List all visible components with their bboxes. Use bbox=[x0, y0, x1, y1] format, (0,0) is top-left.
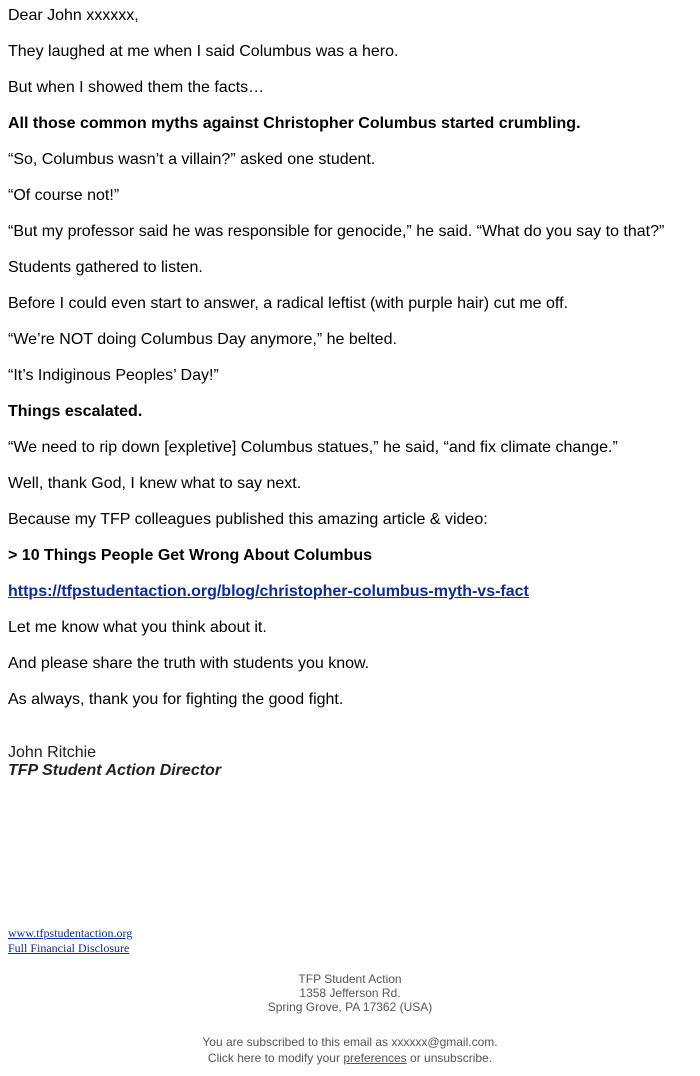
paragraph-4: “So, Columbus wasn’t a villain?” asked one student. bbox=[8, 151, 376, 168]
signature bbox=[8, 744, 221, 780]
greeting: Dear John xxxxxx, bbox=[8, 7, 139, 24]
article-link[interactable]: https://tfpstudentaction.org/blog/christopher-columbus-myth-vs-fact bbox=[8, 583, 529, 600]
paragraph-14: Because my TFP colleagues published this amazing article & video: bbox=[8, 511, 488, 528]
paragraph-10: “It’s Indiginous Peoples’ Day!” bbox=[8, 367, 219, 384]
paragraph-2: But when I showed them the facts… bbox=[8, 79, 265, 96]
paragraph-1: They laughed at me when I said Columbus was a hero. bbox=[8, 43, 399, 60]
paragraph-9: “We’re NOT doing Columbus Day anymore,” he belted. bbox=[8, 331, 397, 348]
article-heading: > 10 Things People Get Wrong About Columbus bbox=[8, 547, 373, 564]
paragraph-13: Well, thank God, I knew what to say next. bbox=[8, 475, 302, 492]
paragraph-16: Let me know what you think about it. bbox=[8, 619, 267, 636]
paragraph-3-bold: All those common myths against Christopher Columbus started crumbling. bbox=[8, 115, 581, 132]
modify-line bbox=[0, 1050, 700, 1066]
paragraph-12: “We need to rip down [expletive] Columbus statues,” he said, “and fix climate change.” bbox=[8, 439, 618, 456]
subscription-info bbox=[0, 1034, 700, 1066]
paragraph-6: “But my professor said he was responsible for genocide,” he said. “What do you say to that?” bbox=[8, 223, 665, 240]
paragraph-11-bold: Things escalated. bbox=[8, 403, 143, 420]
paragraph-17: And please share the truth with students you know. bbox=[8, 655, 370, 672]
street-address: 1358 Jefferson Rd. bbox=[299, 986, 401, 1000]
mailing-address bbox=[0, 972, 700, 1014]
article-link-row bbox=[8, 582, 692, 618]
paragraph-5: “Of course not!” bbox=[8, 187, 120, 204]
paragraph-18: As always, thank you for fighting the good fight. bbox=[8, 691, 344, 708]
modify-prefix: Click here to modify your bbox=[207, 1051, 344, 1065]
letter-body bbox=[8, 6, 692, 726]
modify-suffix: or unsubscribe. bbox=[406, 1051, 493, 1065]
subscribed-text: You are subscribed to this email as xxxxxx@gmail.com. bbox=[202, 1035, 498, 1049]
website-link[interactable]: www.tfpstudentaction.org bbox=[8, 926, 133, 940]
signature-title: TFP Student Action Director bbox=[8, 762, 222, 779]
signature-name: John Ritchie bbox=[8, 744, 97, 761]
org-name: TFP Student Action bbox=[298, 972, 402, 986]
preferences-link[interactable]: preferences bbox=[343, 1051, 407, 1065]
city-address: Spring Grove, PA 17362 (USA) bbox=[267, 1000, 433, 1014]
paragraph-8: Before I could even start to answer, a radical leftist (with purple hair) cut me off. bbox=[8, 295, 568, 312]
paragraph-7: Students gathered to listen. bbox=[8, 259, 203, 276]
financial-disclosure-link[interactable]: Full Financial Disclosure bbox=[8, 941, 130, 955]
footer-links bbox=[8, 926, 132, 956]
